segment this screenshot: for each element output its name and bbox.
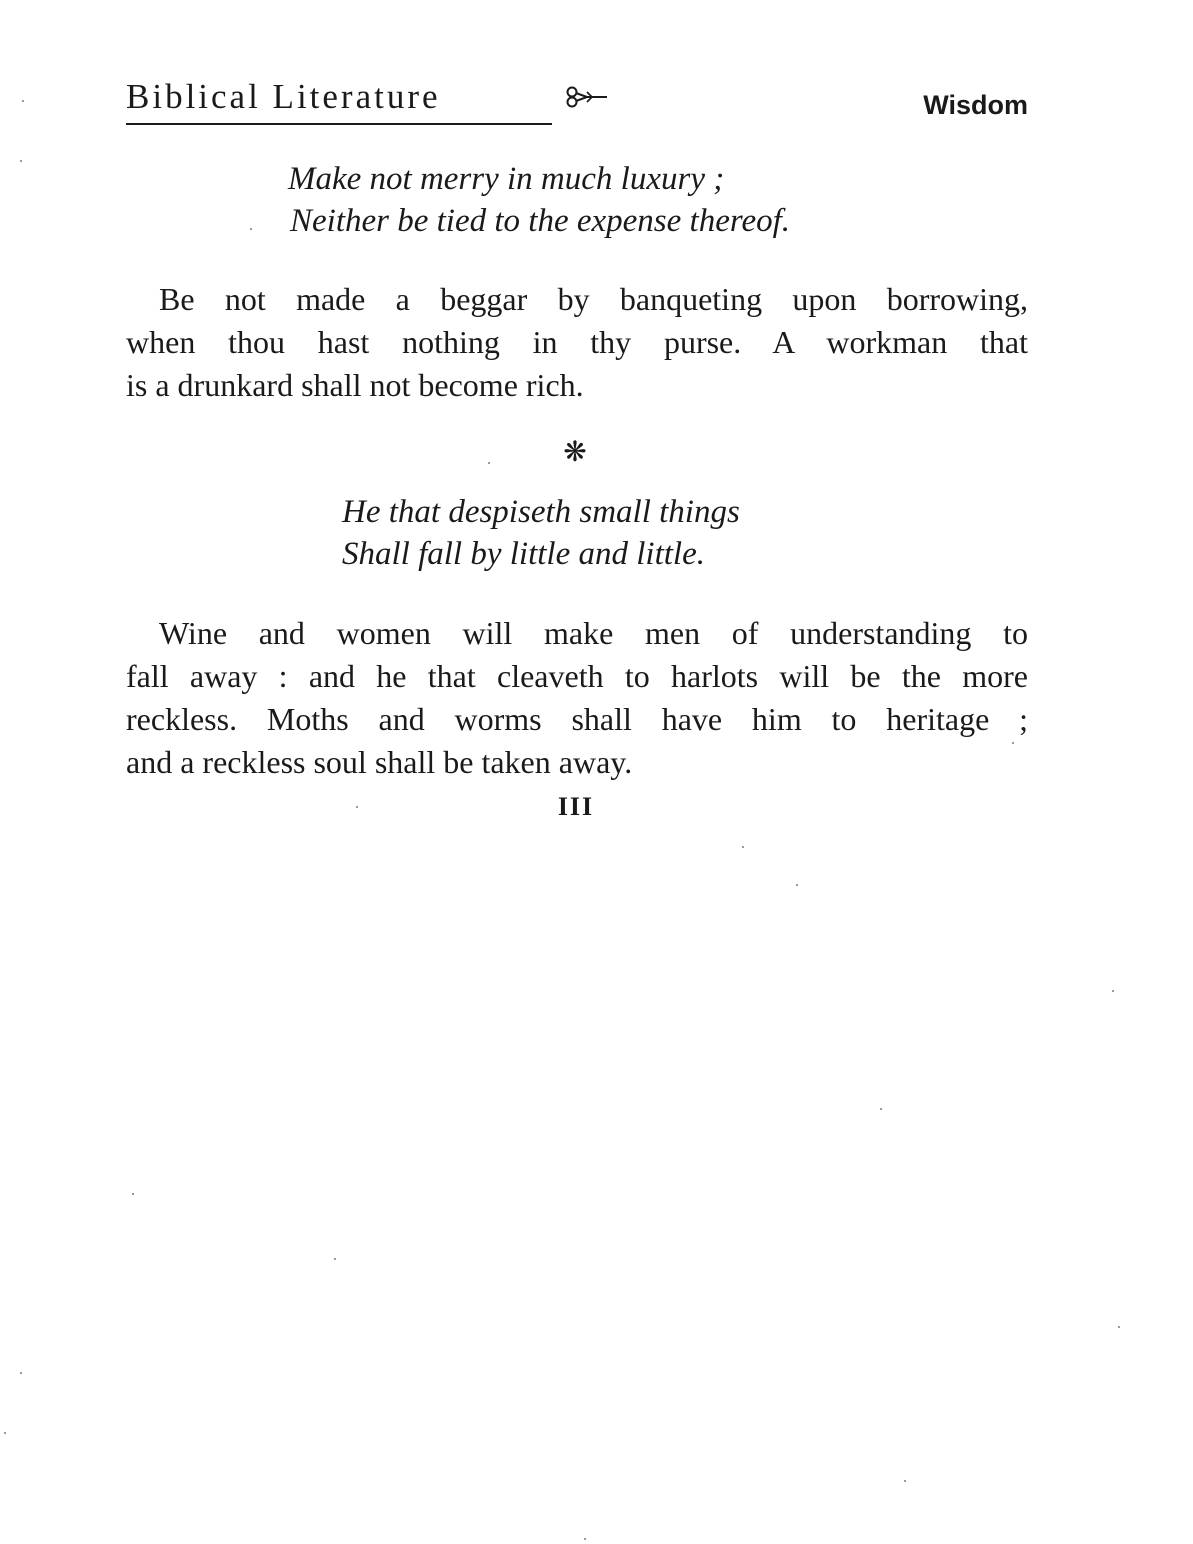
speck [796,884,798,886]
verse-line: Neither be tied to the expense thereof. [290,203,791,239]
speck [334,1258,336,1260]
speck [584,1538,586,1540]
prose-paragraph [126,278,1028,407]
speck [250,228,252,230]
asterism-divider-icon: ❋ [563,437,587,468]
speck [4,1432,6,1434]
speck [20,160,22,162]
speck [22,100,24,102]
verse-block [342,491,740,575]
speck [1112,990,1114,992]
prose-paragraph [126,612,1028,784]
speck [132,1193,134,1195]
verse-line: Shall fall by little and little. [342,536,705,572]
prose-line: when thou hast nothing in thy purse. A workman that [126,324,1028,360]
fleuron-ornament-icon [565,84,609,110]
running-head [126,74,1028,130]
prose-line: Wine and women will make men of understanding to [159,615,1028,651]
page-number: III [557,792,595,821]
verse-line: He that despiseth small things [342,494,740,530]
speck [1118,1326,1120,1328]
running-head-section: Wisdom [923,90,1028,120]
prose-line: and a reckless soul shall be taken away. [126,744,633,780]
prose-line: is a drunkard shall not become rich. [126,367,584,403]
speck [904,1480,906,1482]
prose-line: reckless. Moths and worms shall have him to heritage ; [126,701,1028,737]
speck [488,462,490,464]
running-head-title: Biblical Literature [126,77,441,116]
speck [356,806,358,808]
speck [742,846,744,848]
speck [880,1108,882,1110]
speck [1012,742,1014,744]
prose-line: Be not made a beggar by banqueting upon borrowing, [159,281,1028,317]
running-head-rule [126,123,552,125]
verse-line: Make not merry in much luxury ; [288,161,725,197]
prose-line: fall away : and he that cleaveth to harlots will be the more [126,658,1028,694]
speck [20,1372,22,1374]
verse-block [288,158,790,242]
